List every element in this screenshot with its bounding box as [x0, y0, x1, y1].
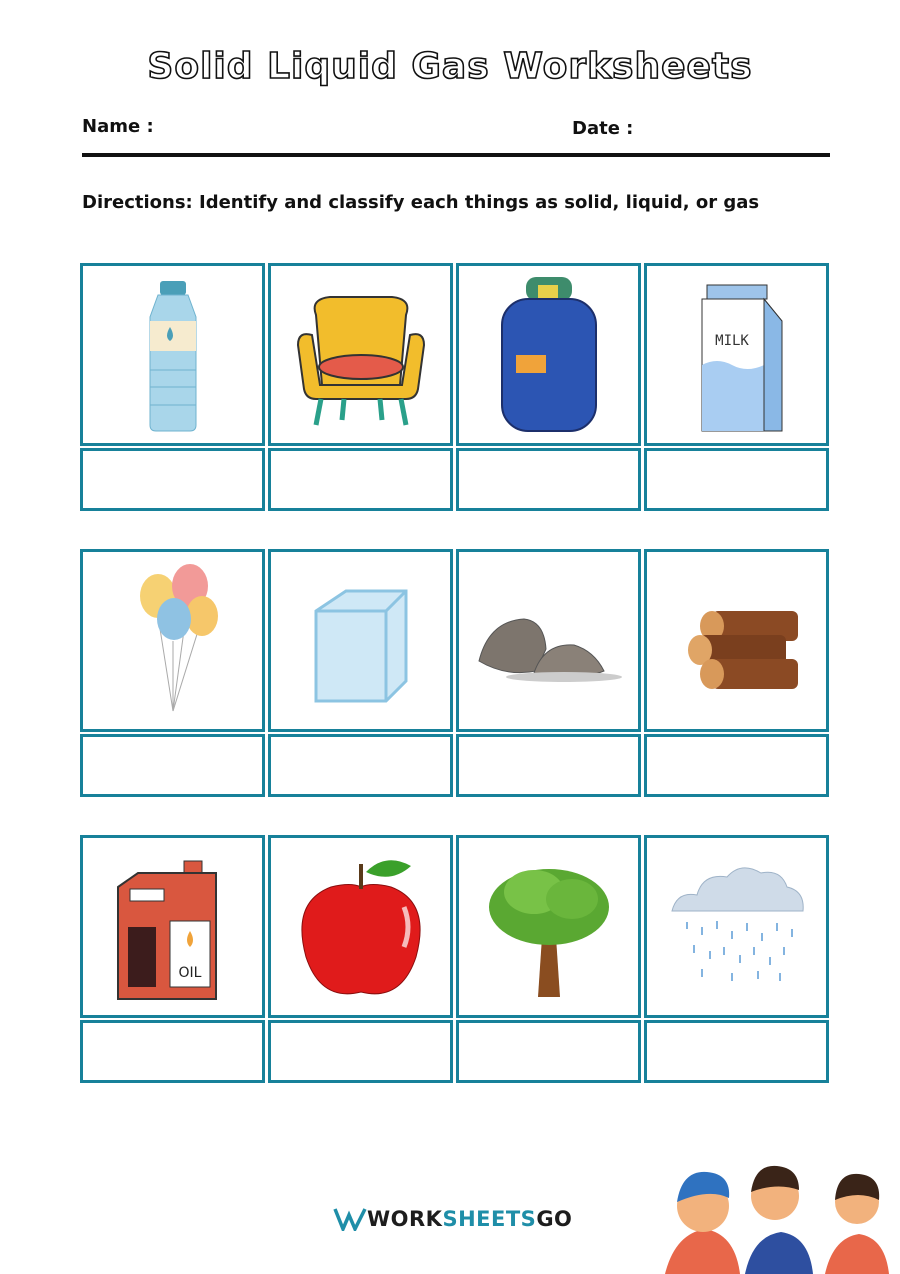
ice-cube-picture — [268, 549, 453, 732]
name-label: Name : — [82, 116, 154, 137]
children-illustration — [645, 1154, 900, 1274]
rain-cloud-picture — [644, 835, 829, 1018]
milk-carton-icon — [662, 275, 812, 435]
apple-icon — [286, 847, 436, 1007]
answer-box[interactable] — [80, 448, 265, 511]
worksheetsgo-logo — [333, 1207, 572, 1231]
answer-box[interactable] — [80, 1020, 265, 1083]
rain-cloud-icon — [662, 847, 812, 1007]
balloons-icon — [98, 561, 248, 721]
answer-box[interactable] — [644, 1020, 829, 1083]
tree-icon — [474, 847, 624, 1007]
oil-can-icon — [98, 847, 248, 1007]
header-divider — [82, 153, 830, 157]
apple-picture — [268, 835, 453, 1018]
item-group-3 — [80, 835, 830, 1083]
tree-picture — [456, 835, 641, 1018]
answer-box[interactable] — [80, 734, 265, 797]
gas-cylinder-icon — [474, 275, 624, 435]
rocks-picture — [456, 549, 641, 732]
item-group-1 — [80, 263, 830, 511]
logo-text-sheets: SHEETS — [442, 1207, 537, 1231]
answer-box[interactable] — [456, 1020, 641, 1083]
answer-box[interactable] — [644, 734, 829, 797]
answer-box[interactable] — [268, 448, 453, 511]
logo-mark-icon — [333, 1207, 367, 1231]
date-label: Date : — [572, 118, 634, 139]
directions-text: Directions: Identify and classify each things as solid, liquid, or gas — [82, 192, 760, 213]
page-title: Solid Liquid Gas Worksheets — [147, 46, 753, 87]
answer-box[interactable] — [456, 734, 641, 797]
answer-box[interactable] — [268, 1020, 453, 1083]
answer-box[interactable] — [456, 448, 641, 511]
answer-box[interactable] — [644, 448, 829, 511]
water-bottle-picture — [80, 263, 265, 446]
oil-label: OIL — [178, 964, 201, 981]
logo-text-go: GO — [536, 1207, 573, 1231]
ice-cube-icon — [286, 561, 436, 721]
water-bottle-icon — [98, 275, 248, 435]
milk-label: MILK — [714, 332, 749, 349]
rocks-icon — [474, 561, 624, 721]
milk-carton-picture — [644, 263, 829, 446]
wood-logs-icon — [662, 561, 812, 721]
gas-tank-picture — [456, 263, 641, 446]
answer-box[interactable] — [268, 734, 453, 797]
logo-text-work: WORK — [367, 1207, 443, 1231]
balloons-picture — [80, 549, 265, 732]
logs-picture — [644, 549, 829, 732]
item-group-2 — [80, 549, 830, 797]
armchair-picture — [268, 263, 453, 446]
oil-can-picture — [80, 835, 265, 1018]
armchair-icon — [286, 275, 436, 435]
